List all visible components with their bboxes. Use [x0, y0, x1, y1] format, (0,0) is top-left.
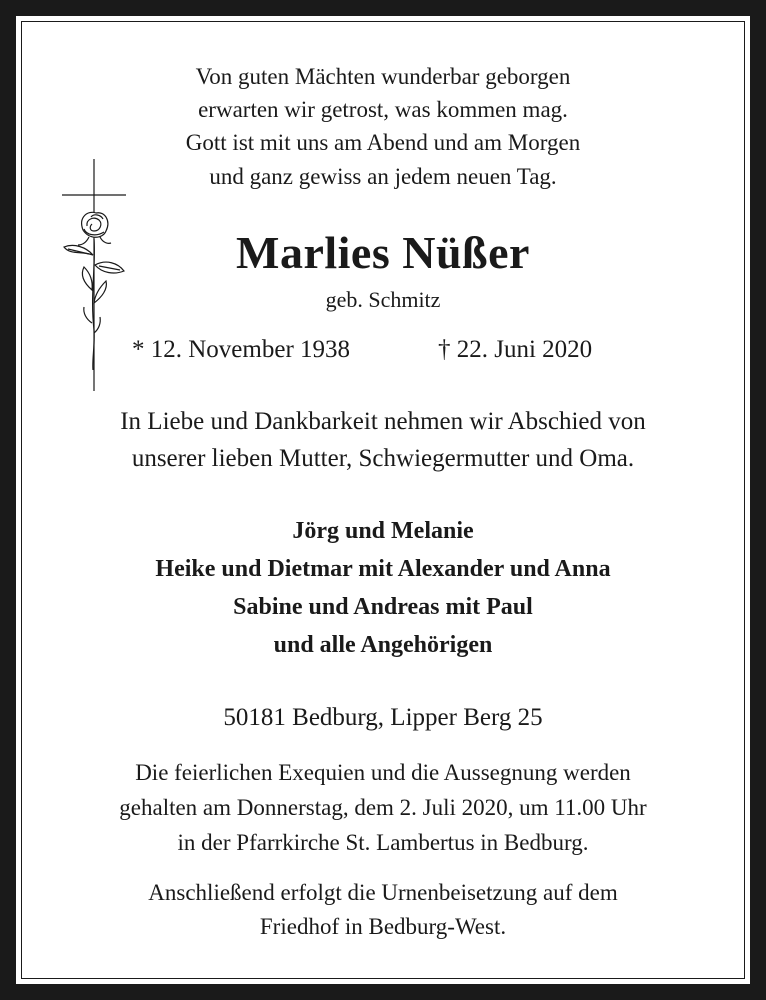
service-line: gehalten am Donnerstag, dem 2. Juli 2020, um 11.00 Uhr [119, 795, 647, 820]
birth-date: * 12. November 1938 [132, 336, 351, 363]
poem-line: und ganz gewiss an jedem neuen Tag. [209, 164, 557, 189]
service-line: Die feierlichen Exequien und die Aussegnung werden [135, 760, 631, 785]
deceased-name: Marlies Nüßer [236, 227, 530, 278]
burial-line: Friedhof in Bedburg-West. [259, 914, 507, 939]
family-line: Jörg und Melanie [292, 518, 474, 544]
family-line: Sabine und Andreas mit Paul [233, 594, 533, 620]
service-line: in der Pfarrkirche St. Lambertus in Bedburg. [177, 830, 589, 855]
family-line: und alle Angehörigen [273, 632, 493, 658]
farewell-line: unserer lieben Mutter, Schwiegermutter und Oma. [131, 445, 635, 472]
poem-line: Gott ist mit uns am Abend und am Morgen [185, 130, 581, 155]
address: 50181 Bedburg, Lipper Berg 25 [223, 704, 543, 731]
death-date: † 22. Juni 2020 [438, 336, 593, 363]
farewell-line: In Liebe und Dankbarkeit nehmen wir Abschied von [120, 408, 646, 435]
poem-line: Von guten Mächten wunderbar geborgen [195, 64, 571, 89]
life-dates [0, 336, 766, 370]
family-line: Heike und Dietmar mit Alexander und Anna [155, 556, 611, 582]
burial-line: Anschließend erfolgt die Urnenbeisetzung auf dem [148, 880, 618, 905]
birth-name: geb. Schmitz [325, 287, 441, 312]
poem-line: erwarten wir getrost, was kommen mag. [198, 97, 568, 122]
